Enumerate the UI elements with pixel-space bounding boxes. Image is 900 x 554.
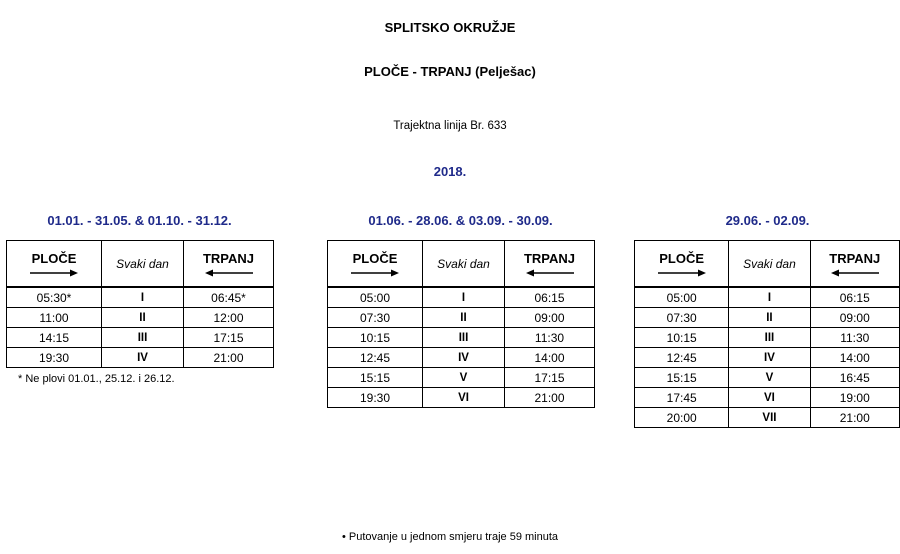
arrival-time: 21:00 (505, 388, 595, 408)
period-title: 01.01. - 31.05. & 01.10. - 31.12. (47, 213, 232, 228)
departure-time: 10:15 (328, 328, 423, 348)
arrival-time: 06:15 (810, 287, 899, 308)
from-port-label: PLOČE (31, 250, 77, 266)
arrival-time: 14:00 (505, 348, 595, 368)
departure-time: 12:45 (635, 348, 729, 368)
table-row (635, 328, 900, 348)
departure-time: 15:15 (328, 368, 423, 388)
arrival-time: 11:30 (810, 328, 899, 348)
from-port-label: PLOČE (659, 250, 705, 266)
departure-time: 05:00 (635, 287, 729, 308)
table-row (635, 368, 900, 388)
departure-time: 07:30 (328, 308, 423, 328)
departure-time: 07:30 (635, 308, 729, 328)
arrow-left-icon (830, 269, 880, 277)
table-row (635, 348, 900, 368)
sailing-number: I (102, 287, 184, 308)
sailing-number: VII (729, 408, 810, 428)
sailing-number: VI (423, 388, 505, 408)
arrival-time: 09:00 (810, 308, 899, 328)
table-row (635, 388, 900, 408)
to-port-label: TRPANJ (523, 250, 576, 266)
arrival-time: 06:15 (505, 287, 595, 308)
region-title: SPLITSKO OKRUŽJE (384, 20, 516, 35)
sailing-number: II (729, 308, 810, 328)
sailing-number: VI (729, 388, 810, 408)
arrival-time: 17:15 (505, 368, 595, 388)
period-title: 29.06. - 02.09. (725, 213, 810, 228)
timetable (327, 240, 595, 408)
arrow-right-icon (350, 269, 400, 277)
departure-time: 05:00 (328, 287, 423, 308)
table-row (7, 328, 274, 348)
arrival-time: 11:30 (505, 328, 595, 348)
table-row (328, 287, 595, 308)
timetable (634, 240, 900, 428)
table-row (7, 287, 274, 308)
departure-time: 14:15 (7, 328, 102, 348)
header-to (810, 241, 899, 288)
sailing-number: III (102, 328, 184, 348)
header-days (729, 241, 810, 288)
header-from (635, 241, 729, 288)
arrival-time: 17:15 (184, 328, 274, 348)
footnote: * Ne plovi 01.01., 25.12. i 26.12. (18, 373, 175, 385)
arrival-time: 16:45 (810, 368, 899, 388)
arrival-time: 21:00 (184, 348, 274, 368)
to-port-label: TRPANJ (202, 250, 255, 266)
header-to (184, 241, 274, 288)
departure-time: 19:30 (328, 388, 423, 408)
sailing-number: V (729, 368, 810, 388)
arrival-time: 14:00 (810, 348, 899, 368)
table-row (635, 408, 900, 428)
line-number: Trajektna linija Br. 633 (393, 120, 507, 132)
departure-time: 10:15 (635, 328, 729, 348)
departure-time: 12:45 (328, 348, 423, 368)
departure-time: 11:00 (7, 308, 102, 328)
table-row (7, 308, 274, 328)
arrow-left-icon (525, 269, 575, 277)
header-from (7, 241, 102, 288)
arrival-time: 19:00 (810, 388, 899, 408)
departure-time: 17:45 (635, 388, 729, 408)
table-row (328, 348, 595, 368)
table-row (328, 368, 595, 388)
days-label: Svaki dan (437, 256, 490, 271)
header-days (102, 241, 184, 288)
arrow-left-icon (204, 269, 254, 277)
sailing-number: II (423, 308, 505, 328)
table-row (328, 308, 595, 328)
timetable (6, 240, 274, 368)
header-to (505, 241, 595, 288)
departure-time: 15:15 (635, 368, 729, 388)
arrow-right-icon (657, 269, 707, 277)
sailing-number: III (729, 328, 810, 348)
table-row (328, 388, 595, 408)
departure-time: 19:30 (7, 348, 102, 368)
arrow-right-icon (29, 269, 79, 277)
sailing-number: II (102, 308, 184, 328)
sailing-number: V (423, 368, 505, 388)
arrival-time: 12:00 (184, 308, 274, 328)
sailing-number: I (423, 287, 505, 308)
to-port-label: TRPANJ (829, 250, 881, 266)
sailing-number: III (423, 328, 505, 348)
days-label: Svaki dan (743, 256, 796, 271)
period-title: 01.06. - 28.06. & 03.09. - 30.09. (368, 213, 553, 228)
table-row (635, 308, 900, 328)
header-days (423, 241, 505, 288)
arrival-time: 06:45* (184, 287, 274, 308)
arrival-time: 21:00 (810, 408, 899, 428)
sailing-number: IV (102, 348, 184, 368)
sailing-number: IV (729, 348, 810, 368)
table-row (7, 348, 274, 368)
year-title: 2018. (433, 164, 467, 179)
days-label: Svaki dan (116, 256, 169, 271)
table-row (635, 287, 900, 308)
arrival-time: 09:00 (505, 308, 595, 328)
sailing-number: IV (423, 348, 505, 368)
header-from (328, 241, 423, 288)
table-row (328, 328, 595, 348)
sailing-number: I (729, 287, 810, 308)
departure-time: 05:30* (7, 287, 102, 308)
from-port-label: PLOČE (352, 250, 398, 266)
route-title: PLOČE - TRPANJ (Pelješac) (364, 64, 536, 79)
departure-time: 20:00 (635, 408, 729, 428)
travel-time-note: • Putovanje u jednom smjeru traje 59 minuta (341, 531, 559, 543)
